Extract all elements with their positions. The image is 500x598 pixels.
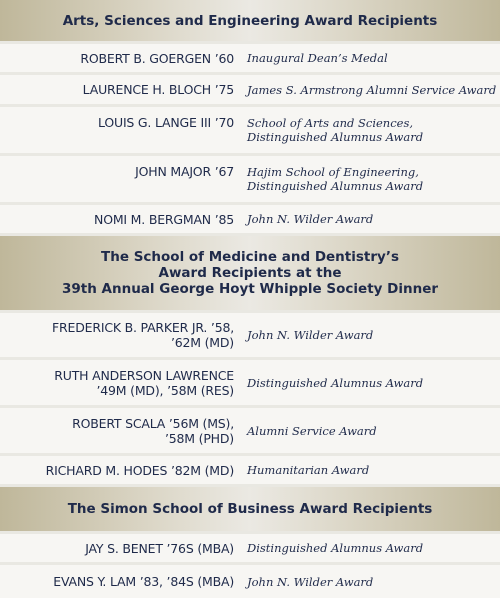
- award-name: [247, 328, 497, 342]
- name-line: ROBERT B. GOERGEN ’60: [80, 50, 234, 66]
- award-line: Distinguished Alumnus Award: [247, 541, 424, 555]
- name-line: EVANS Y. LAM ’83, ’84S (MBA): [53, 574, 234, 589]
- recipient-name: [0, 463, 234, 478]
- recipient-name: [0, 212, 234, 227]
- award-line: Alumni Service Award: [247, 423, 377, 438]
- recipient-name: [0, 82, 234, 97]
- recipient-name: [0, 107, 234, 130]
- name-line: FREDERICK B. PARKER JR. ’58,: [52, 320, 234, 335]
- table-row: [0, 156, 500, 202]
- table-row: [0, 456, 500, 484]
- section-title-line: 39th Annual George Hoyt Whipple Society Dinner: [61, 281, 439, 297]
- section-title: [62, 249, 438, 297]
- recipient-name: [0, 541, 234, 556]
- award-line: John N. Wilder Award: [247, 212, 374, 226]
- recipient-name: [0, 51, 234, 66]
- name-line: RUTH ANDERSON LAWRENCE: [54, 367, 234, 383]
- name-line: ’49M (MD), ’58M (RES): [96, 382, 234, 398]
- recipient-name: [0, 416, 234, 446]
- table-row: [0, 565, 500, 598]
- award-name: [247, 165, 497, 193]
- award-name: [247, 575, 497, 589]
- name-line: ’58M (PHD): [165, 430, 234, 446]
- table-row: [0, 75, 500, 104]
- recipient-name: [0, 574, 234, 589]
- name-line: RICHARD M. HODES ’82M (MD): [45, 462, 234, 478]
- award-name: [247, 463, 497, 477]
- award-name: [247, 116, 497, 144]
- section-title-line: The Simon School of Business Award Recipients: [67, 501, 433, 517]
- award-line: Distinguished Alumnus Award: [247, 130, 424, 144]
- section-header-simon: [0, 487, 500, 531]
- name-line: LAURENCE H. BLOCH ’75: [82, 82, 234, 97]
- name-line: ’62M (MD): [170, 335, 234, 350]
- section-title-line: Award Recipients at the: [158, 265, 342, 281]
- section-header-ase: [0, 0, 500, 41]
- award-line: John N. Wilder Award: [247, 328, 374, 342]
- section-header-smd: [0, 236, 500, 310]
- name-line: LOUIS G. LANGE III ’70: [98, 115, 234, 130]
- table-row: [0, 408, 500, 453]
- name-line: NOMI M. BERGMAN ’85: [94, 211, 234, 227]
- award-name: [247, 51, 497, 65]
- table-row: [0, 205, 500, 233]
- table-row: [0, 360, 500, 405]
- award-name: [247, 424, 497, 438]
- section-title: [68, 501, 433, 517]
- section-title: [63, 13, 438, 29]
- table-row: [0, 44, 500, 72]
- recipient-name: [0, 320, 234, 350]
- award-line: Distinguished Alumnus Award: [247, 375, 424, 390]
- table-row: [0, 313, 500, 357]
- section-title-line: Arts, Sciences and Engineering Award Recipients: [62, 12, 438, 29]
- award-line: School of Arts and Sciences,: [247, 116, 414, 130]
- award-name: [247, 376, 497, 390]
- award-name: [247, 541, 497, 555]
- table-row: [0, 107, 500, 153]
- name-line: ROBERT SCALA ’56M (MS),: [72, 415, 234, 431]
- award-line: James S. Armstrong Alumni Service Award: [247, 82, 497, 97]
- name-line: JOHN MAJOR ’67: [135, 164, 234, 179]
- table-row: [0, 534, 500, 562]
- award-line: Humanitarian Award: [247, 463, 370, 477]
- award-name: [247, 212, 497, 226]
- recipient-name: [0, 368, 234, 398]
- award-line: Inaugural Dean’s Medal: [247, 51, 388, 65]
- name-line: JAY S. BENET ’76S (MBA): [85, 540, 234, 556]
- award-line: Distinguished Alumnus Award: [247, 179, 424, 193]
- award-line: John N. Wilder Award: [247, 574, 374, 589]
- award-line: Hajim School of Engineering,: [247, 165, 419, 179]
- section-title-line: The School of Medicine and Dentistry’s: [101, 249, 399, 265]
- recipient-name: [0, 156, 234, 179]
- award-name: [247, 83, 497, 97]
